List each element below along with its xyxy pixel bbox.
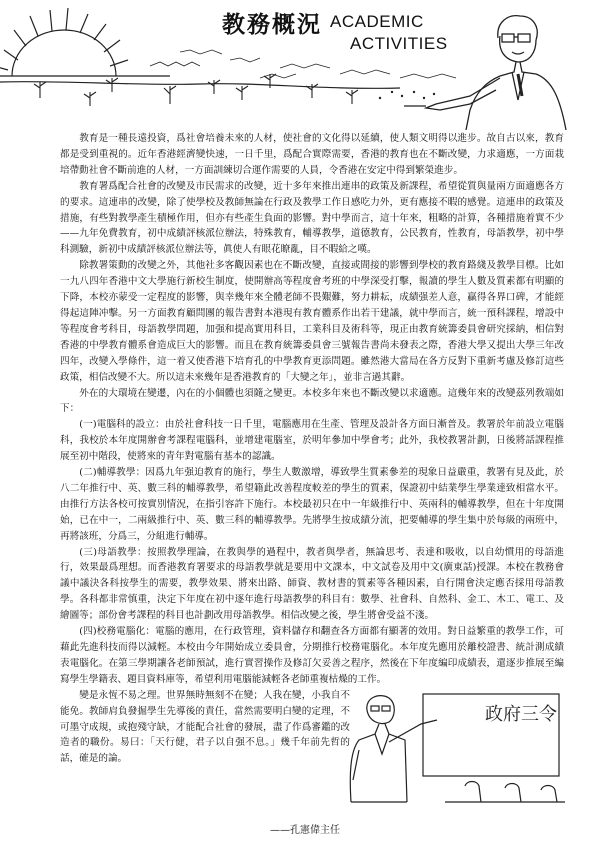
paragraph-remedial-teaching: (二)輔導教學：因爲九年强迫教育的施行，學生人數激增，導致學生質素參差的現象日益嚴重，教署有見及此，於八二年推行中、英、數三科的輔導教學，希望籍此改善程度較差的學生的質素，保證初中結業學生學業達致相當水平。由推行方法各校可按實別情況，在指引容許下施行。本校最初只在中一年級推行中、英兩科的輔導教學，但在十年度開始，已在中一，二兩級推行中、英、數三科的輔導教學。先將學生按成績分流，把要輔導的學生集中於每級的兩班中，再將該班，分爲三，分組進行輔導。	[60, 467, 564, 542]
title-en-line2: ACTIVITIES	[350, 34, 448, 53]
paragraph-computer-subject: (一)電腦科的設立：由於社會科技一日千里，電腦應用在生產、管理及設計各方面日漸普及。教署於年前設立電腦科，我校於本年度開辦會考課程電腦科，並增建電腦室，於明年參加中學會考；此外，我校教署計劃，日後將話課程推展至初中階段，使將來的青年對電腦有基本的認識。	[60, 419, 564, 463]
paragraph-mother-tongue: (三)母語教學：按照教學理論，在教與學的過程中，教者與學者，無論思考、表達和吸收，以自幼慣用的母語進行，效果最爲理想。而香港教育署要求的母語教學就是要用中文課本，中文試卷及用中文(廣東話)授課。本校在教務會議中議決各科按學生的需要，教學效果、將來出路、師資、教材書的質素等各種因素，自行開會決定應否採用母語教學。各科都非常慎重，決定下年度在初中逐年進行母語教學的科目有：數學、社會科、自然科、金工、木工、電工、及繪圖等；部份會考課程的科目也計劃改用母語教學。相信改變之後，學生將會受益不淺。	[60, 546, 564, 622]
paragraph-external-factors: 除教署策動的改變之外，其他社多客觀因素也在不斷改變，直接或間接的影響到學校的教育路綫及教學目標。比如一九八四年香港中文大學施行新校生制度，使開辦高等程度會考班的中學深受打擊，報讀的學生人數及質素都有明顯的下降，本校亦蒙受一定程度的影響，與幸幾年來全體老師不畏艱難，努力耕耘，成績强差人意，贏得各界口碑，才能經得起這陣冲擊。另一方面教育顧問團的報告書對本港現有教育體系作出若干建議，就中學而言，統一預科課程，增設中等程度會考科目，母語教學問題，加强和提高實用科目，工業科目及術科等，現正由教育統籌委員會研究採納，相信對香港的中學教育體系會造成巨大的影響。而且在教育統籌委員會三號報告書尚未發表之際，香港大學又提出大學三年改四年，改變入學條件，這一着又使香港下培育孔的中學教育更添問題。雖然港大當局在各方反對下重新考慮及修訂這些政策，相信改變不大。所以這未來幾年是香港教育的「大變之年」，並非言過其辭。	[60, 260, 564, 383]
page-title-english	[330, 11, 448, 55]
rising-sun-icon	[0, 8, 128, 76]
author-signature: ——孔憲偉主任	[270, 825, 340, 836]
teacher-blackboard-illustration	[345, 690, 565, 805]
paragraph-computerization: (四)校務電腦化：電腦的應用，在行政管理，資料儲存和翻查各方面都有顯著的效用。對日益繁重的教學工作，可藉此先進科技而得以減輕。本校由今年開始成立委員會，分期推行校務電腦化。本年度先應用於離校證書、統計測成績表電腦化。在第三學期讓各老師預試，進行實習操作及修訂欠妥善之程序，然後在下年度編印成績表，還逐步推展至編寫學生學籍表、題目資料庫等，希望利用電腦能減輕各老師重複枯燥的工作。	[60, 626, 564, 685]
paragraph-policies: 教育署爲配合社會的改變及市民需求的改變，近十多年來推出連串的政策及新課程，希望從質與量兩方面適應各方的要求。這連串的改變，除了使學校及教師無論在行政及教學工作日感吃力外，更有應接不暇的感覺。這連串的政策及措施，有些對教學產生積極作用，但亦有些產生負面的影響。對中學而言，這十年來，粗略的計算，各種措施着實不少——九年免費教育，初中成績評核派位辦法，特殊教育，輔導教學，道德教育，公民教育，性教育，母語教學，初中學科測驗，新初中成績評核派位辦法等，眞使人有眼花瞭亂，目不暇給之嘆。	[60, 180, 564, 256]
paragraph-changes-intro: 外在的大環境在變遷，內在的小個體也須隨之變更。本校多年來也不斷改變以求適應。這幾年來的改變茲列敎端如下：	[60, 387, 564, 415]
cactus-icon	[34, 74, 358, 106]
article-body	[60, 131, 564, 767]
paragraph-intro: 教育是一種長遠投資，爲社會培養未來的人材，使社會的文化得以延續，使人類文明得以進步。故自古以來，教育都是受到重視的。近年香港經濟變快速，一日千里，爲配合實際需要，香港的教育也在不斷改變，力求適應，一方面栽培帶動社會不斷前進的人材，一方面訓練切合運作需要的人員，令香港在安定中得到繁榮進步。	[60, 133, 564, 176]
page-title-chinese: 教務概況	[222, 11, 322, 38]
paragraph-conclusion: 變是永恆不易之理。世界無時無刻不在變；人我在變，小我自不能免。教師肩負發掘學生先導後的責任，當然需要明白變的定理，不可墨守成規，或抱殘守缺，才能配合社會的發展，盡了作爲審鑑的改造者的職份。易曰：「天行健，君子以自强不息。」幾千年前先哲的話，確是的論。	[60, 689, 350, 765]
board-text: 政府三令	[485, 704, 557, 725]
title-en-line1: ACADEMIC	[330, 12, 424, 31]
